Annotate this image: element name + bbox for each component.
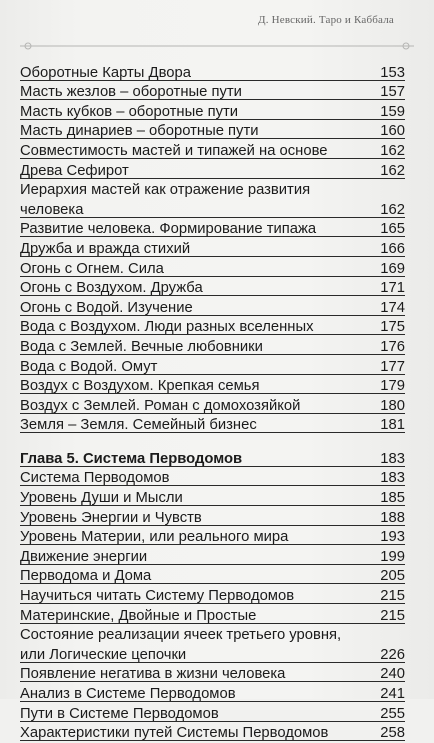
toc-entry-title: Система Перводомов: [20, 470, 170, 487]
toc-entry-title: Масть жезлов – оборотные пути: [20, 84, 242, 101]
toc-page-number: 159: [380, 103, 405, 120]
toc-entry-title: человека: [20, 201, 84, 218]
toc-page-number: 183: [380, 450, 405, 467]
toc-entry-title: Масть динариев – оборотные пути: [20, 123, 259, 140]
toc-entry: [20, 488, 405, 508]
toc-entry-line: [20, 626, 405, 646]
toc-page-number: 175: [380, 319, 405, 336]
toc-entry: [20, 645, 405, 665]
toc-entry-title: Дружба и вражда стихий: [20, 240, 191, 257]
toc-entry-title: Огонь с Огнем. Сила: [20, 260, 164, 277]
toc-page-number: 255: [380, 705, 405, 722]
toc-page-number: 174: [380, 299, 405, 316]
toc-entry: [20, 337, 405, 357]
toc-page-number: 241: [380, 686, 405, 702]
toc-entry-title: Развитие человека. Формирование типажа: [20, 221, 317, 238]
toc-entry-title: Появление негатива в жизни человека: [20, 666, 286, 683]
toc-entry: [20, 259, 405, 279]
toc-page-number: 171: [380, 280, 405, 297]
toc-entry: [20, 357, 405, 377]
toc-entry: [20, 161, 405, 181]
toc-page-number: 176: [380, 338, 405, 355]
toc-entry: [20, 83, 405, 103]
toc-entry: [20, 606, 405, 626]
toc-page-number: 193: [380, 529, 405, 546]
toc-entry: [20, 567, 405, 587]
toc-entry: [20, 684, 405, 704]
toc-page-number: 169: [380, 260, 405, 277]
toc-entry: [20, 508, 405, 528]
toc-page-number: 215: [380, 588, 405, 605]
toc-entry-title: Древа Сефирот: [20, 162, 129, 179]
toc-page-number: 165: [380, 221, 405, 238]
toc-page-number: 199: [380, 548, 405, 565]
toc-entry: [20, 298, 405, 318]
toc-entry: [20, 122, 405, 142]
toc-entry-title: Характеристики путей Системы Перводомов: [20, 725, 329, 742]
toc-entry-title: Научиться читать Систему Перводомов: [20, 588, 295, 605]
toc-entry-line: [20, 181, 405, 201]
toc-entry: [20, 724, 405, 743]
running-head: Д. Невский. Таро и Каббала: [258, 14, 394, 26]
toc-entry: [20, 141, 405, 161]
toc-entry-title: Глава 5. Система Перводомов: [20, 450, 243, 467]
toc-entry-title: Уровень Энергии и Чувств: [20, 509, 202, 526]
toc-entry: [20, 318, 405, 338]
toc-entry: [20, 665, 405, 685]
toc-page-number: 153: [380, 64, 405, 81]
toc-page-number: 226: [380, 646, 405, 663]
header-ornament: [20, 40, 414, 52]
toc-entry-title: Вода с Водой. Омут: [20, 358, 158, 375]
toc-entry-title: Уровень Материи, или реального мира: [20, 529, 289, 546]
toc-entry-title-line1: Состояние реализации ячеек третьего уровня,: [20, 627, 342, 644]
toc-entry-title: Движение энергии: [20, 548, 148, 565]
toc-page-number: 177: [380, 358, 405, 375]
toc-entry: [20, 416, 405, 436]
toc-entry-title: Земля – Земля. Семейный бизнес: [20, 417, 257, 434]
toc-entry-title: Оборотные Карты Двора: [20, 64, 191, 81]
toc-entry-title-line1: Иерархия мастей как отражение развития: [20, 182, 311, 199]
toc-entry: [20, 396, 405, 416]
toc-entry-title: Уровень Души и Мысли: [20, 490, 183, 507]
toc-chapter-heading: [20, 449, 405, 469]
toc-page-number: 183: [380, 470, 405, 487]
toc-entry-title: Воздух с Землей. Роман с домохозяйкой: [20, 397, 301, 414]
toc-entry: [20, 586, 405, 606]
toc-page-number: 240: [380, 666, 405, 683]
toc-entry-title: Огонь с Воздухом. Дружба: [20, 280, 203, 297]
toc-entry-title: Воздух с Воздухом. Крепкая семья: [20, 378, 260, 395]
toc-page-number: 180: [380, 397, 405, 414]
toc-entry: [20, 528, 405, 548]
toc-page-number: 166: [380, 240, 405, 257]
toc-page-number: 157: [380, 84, 405, 101]
toc-entry-title: Масть кубков – оборотные пути: [20, 103, 239, 120]
table-of-contents: [20, 63, 405, 743]
toc-page-number: 179: [380, 378, 405, 395]
toc-entry: [20, 102, 405, 122]
toc-entry: [20, 279, 405, 299]
toc-entry: [20, 704, 405, 724]
toc-entry-title: Вода с Воздухом. Люди разных вселенных: [20, 319, 314, 336]
toc-page-number: 215: [380, 607, 405, 624]
section-gap: [20, 435, 405, 449]
toc-entry-title: Материнские, Двойные и Простые: [20, 607, 257, 624]
toc-entry-title: Пути в Системе Перводомов: [20, 705, 219, 722]
toc-entry-title: Анализ в Системе Перводомов: [20, 686, 236, 702]
toc-entry-title: или Логические цепочки: [20, 646, 187, 663]
toc-page-number: 205: [380, 568, 405, 585]
toc-entry: [20, 469, 405, 489]
toc-page-number: 188: [380, 509, 405, 526]
toc-entry: [20, 200, 405, 220]
toc-entry: [20, 220, 405, 240]
toc-page-number: 162: [380, 201, 405, 218]
toc-entry-title: Вода с Землей. Вечные любовники: [20, 338, 263, 355]
toc-page-number: 162: [380, 162, 405, 179]
toc-page-number: 185: [380, 490, 405, 507]
toc-entry-title: Перводома и Дома: [20, 568, 152, 585]
toc-entry: [20, 377, 405, 397]
toc-page-number: 181: [380, 417, 405, 434]
toc-entry-title: Огонь с Водой. Изучение: [20, 299, 193, 316]
toc-page-number: 258: [380, 725, 405, 742]
toc-page-number: 162: [380, 142, 405, 159]
toc-entry: [20, 547, 405, 567]
toc-entry-title: Совместимость мастей и типажей на основе: [20, 142, 328, 159]
toc-entry: [20, 239, 405, 259]
toc-entry: [20, 63, 405, 83]
toc-page-number: 160: [380, 123, 405, 140]
